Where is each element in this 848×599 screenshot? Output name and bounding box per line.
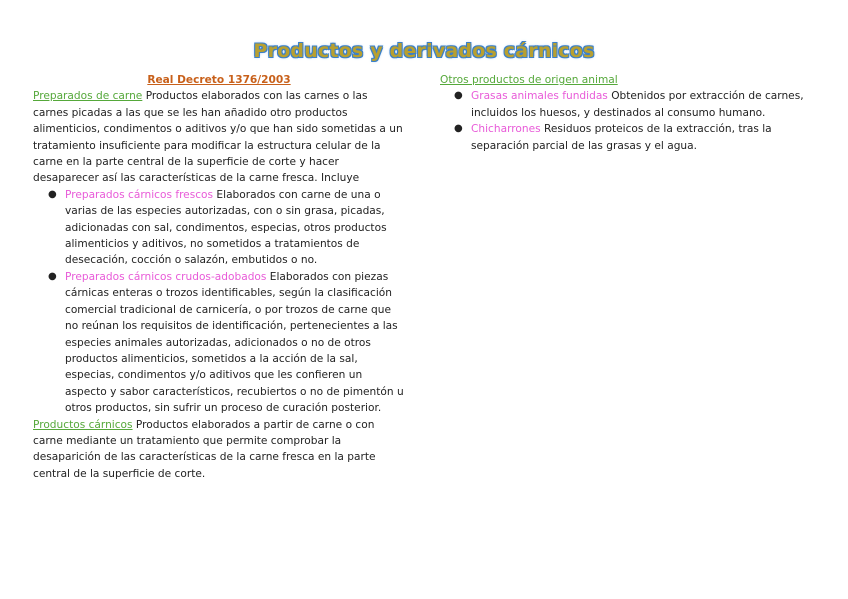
right-column bbox=[440, 72, 808, 154]
list-item bbox=[454, 121, 808, 154]
left-column bbox=[33, 72, 405, 482]
preparados-list bbox=[33, 187, 405, 417]
item-label: Chicharrones bbox=[471, 123, 541, 136]
otros-productos-list bbox=[440, 88, 808, 154]
list-item bbox=[48, 269, 405, 417]
item-label: Grasas animales fundidas bbox=[471, 90, 608, 103]
bullet-icon: ● bbox=[48, 188, 57, 200]
item-label: Preparados cárnicos crudos-adobados bbox=[65, 270, 267, 283]
productos-carnicos-label: Productos cárnicos bbox=[33, 418, 133, 431]
item-text: Elaborados con piezas cárnicas enteras o trozos identificables, según la clasificación comercial tradicional de carnicería, o por trozos de carne que no reúnan los requisitos de identificación, pertenecientes a las especies animales autorizadas, adicionados o no de otros productos alimenticios, sometidos a la acción de la sal, especias, condimentos y/o aditivos que les confieren un aspecto y sabor característicos, recubiertos o no de pimentón u otros productos, sin sufrir un proceso de curación posterior. bbox=[65, 270, 404, 415]
page-title: Productos y derivados cárnicos bbox=[253, 40, 595, 62]
preparados-de-carne-label: Preparados de carne bbox=[33, 90, 143, 103]
list-item bbox=[454, 88, 808, 121]
otros-productos-heading: Otros productos de origen animal bbox=[440, 74, 618, 86]
productos-carnicos-text: Productos elaborados a partir de carne o con carne mediante un tratamiento que permite comprobar la desaparición de las características de la carne fresca en la parte central de la superficie de corte. bbox=[33, 418, 376, 480]
bullet-icon: ● bbox=[454, 123, 463, 135]
otros-productos-heading-row bbox=[440, 72, 808, 88]
productos-carnicos-paragraph bbox=[33, 417, 405, 483]
decree-subtitle: Real Decreto 1376/2003 bbox=[147, 74, 291, 86]
bullet-icon: ● bbox=[48, 270, 57, 282]
list-item bbox=[48, 187, 405, 269]
item-text: Obtenidos por extracción de carnes, incluidos los huesos, y destinados al consumo humano. bbox=[471, 90, 804, 119]
preparados-de-carne-text: Productos elaborados con las carnes o las carnes picadas a las que se les han añadido otro productos alimenticios, condimentos o aditivos y/o que han sido sometidas a un tratamiento insuficiente para modificar la estructura celular de la carne en la parte central de la superficie de corte y hacer desaparecer así las características de la carne fresca. Incluye bbox=[33, 90, 403, 185]
preparados-de-carne-paragraph bbox=[33, 88, 405, 186]
item-label: Preparados cárnicos frescos bbox=[65, 188, 214, 201]
item-text: Residuos proteicos de la extracción, tras la separación parcial de las grasas y el agua. bbox=[471, 123, 772, 152]
bullet-icon: ● bbox=[454, 90, 463, 102]
item-text: Elaborados con carne de una o varias de las especies autorizadas, con o sin grasa, picadas, adicionadas con sal, condimentos, especias, otros productos alimenticios y aditivos, no sometidos a tratamientos de desecación, cocción o salazón, embutidos o no. bbox=[65, 188, 387, 267]
